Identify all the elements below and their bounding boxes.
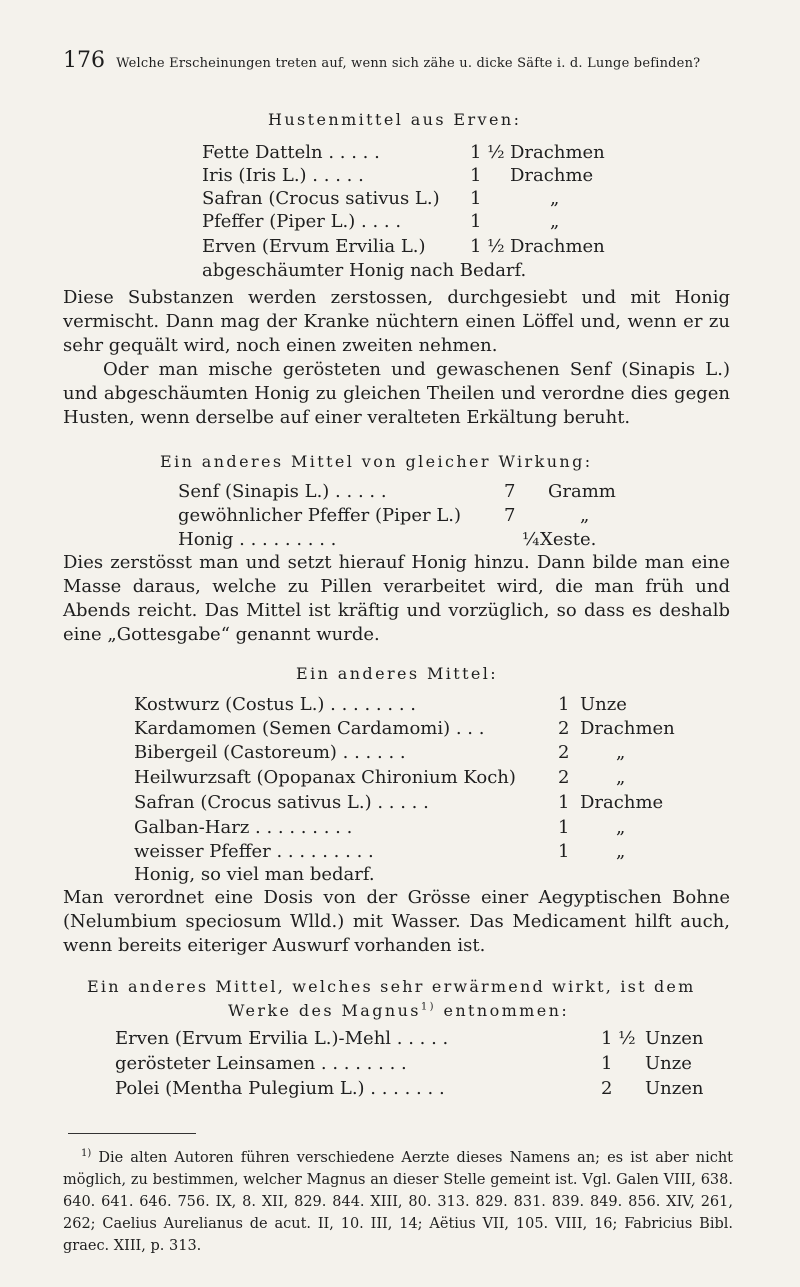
ingredient-qty: 1 (470, 188, 482, 209)
ingredient-name: Bibergeil (Castoreum) . . . . . . (134, 742, 406, 763)
ingredient-qty: 1 (558, 792, 570, 813)
ingredient-name: Kardamomen (Semen Cardamomi) . . . (134, 718, 485, 739)
footnote (63, 1143, 733, 1257)
ingredient-name: weisser Pfeffer . . . . . . . . . (134, 841, 374, 862)
ingredient-name: gewöhnlicher Pfeffer (Piper L.) (178, 505, 462, 526)
footnote-rule (68, 1133, 196, 1134)
ingredient-unit: „ (550, 188, 560, 209)
ingredient-unit: Xeste. (540, 529, 597, 550)
ingredient-unit: Unze (645, 1053, 692, 1074)
paragraph: Oder man mische gerösteten und gewaschenen Senf (Sinapis L.) und abgeschäumten Honig zu gleichen Theilen und verordne dies gegen Husten, wenn derselbe auf einer veralteten Erkältung beruht. (63, 359, 730, 428)
ingredient-qty: 1 ½ (470, 142, 505, 163)
paragraph: Diese Substanzen werden zerstossen, durchgesiebt und mit Honig vermischt. Dann mag der Kranke nüchtern einen Löffel und, wenn er zu sehr gequält wird, noch einen zweiten nehmen. (63, 287, 730, 356)
ingredient-name: Safran (Crocus sativus L.) (202, 188, 440, 209)
ingredient-qty: 1 (601, 1053, 613, 1074)
ingredient-qty: 1 (470, 165, 482, 186)
ingredient-unit: Unze (580, 694, 627, 715)
ingredient-qty: 2 (601, 1078, 613, 1099)
ingredient-qty: 2 (558, 742, 570, 763)
ingredient-name: Polei (Mentha Pulegium L.) . . . . . . . (115, 1078, 445, 1099)
section-heading: Ein anderes Mittel von gleicher Wirkung: (160, 452, 593, 471)
footnote-marker: 1) (420, 1001, 436, 1013)
section-heading: Ein anderes Mittel: (296, 664, 499, 683)
ingredient-qty: 1 (470, 211, 482, 232)
ingredient-name: Heilwurzsaft (Opopanax Chironium Koch) (134, 767, 516, 788)
ingredient-name: Erven (Ervum Ervilia L.)-Mehl . . . . . (115, 1028, 449, 1049)
ingredient-unit: „ (616, 742, 626, 763)
ingredient-unit: Drachme (580, 792, 664, 813)
ingredient-unit: „ (616, 817, 626, 838)
ingredient-unit: Drachmen (580, 718, 675, 739)
ingredient-unit: Unzen (645, 1028, 704, 1049)
ingredient-name: Senf (Sinapis L.) . . . . . (178, 481, 387, 502)
heading-text: Werke des Magnus (228, 1001, 421, 1020)
section-heading: Hustenmittel aus Erven: (268, 110, 522, 129)
ingredient-unit: Drachmen (510, 236, 605, 257)
recipe-note: abgeschäumter Honig nach Bedarf. (202, 260, 527, 281)
paragraph: Man verordnet eine Dosis von der Grösse einer Aegyptischen Bohne (Nelumbium speciosum Wlld.) mit Wasser. Das Medicament hilft auch, wenn bereits eiteriger Auswurf vorhanden ist. (63, 887, 730, 956)
section-heading: Ein anderes Mittel, welches sehr erwärmend wirkt, ist dem (87, 977, 696, 996)
recipe-note: Honig, so viel man bedarf. (134, 864, 375, 885)
page-number: 176 (63, 48, 105, 73)
ingredient-unit: „ (616, 767, 626, 788)
ingredient-qty: 7 (504, 505, 516, 526)
ingredient-unit: „ (580, 505, 590, 526)
footnote-marker: 1) (81, 1148, 92, 1159)
ingredient-qty: 2 (558, 767, 570, 788)
ingredient-qty: 7 (504, 481, 516, 502)
ingredient-name: Iris (Iris L.) . . . . . (202, 165, 364, 186)
ingredient-name: Fette Datteln . . . . . (202, 142, 380, 163)
ingredient-name: gerösteter Leinsamen . . . . . . . . (115, 1053, 407, 1074)
running-title: Welche Erscheinungen treten auf, wenn sich zähe u. dicke Säfte i. d. Lunge befinden? (116, 56, 701, 71)
ingredient-name: Galban-Harz . . . . . . . . . (134, 817, 353, 838)
section-heading-line2 (228, 1001, 569, 1020)
ingredient-name: Kostwurz (Costus L.) . . . . . . . . (134, 694, 416, 715)
ingredient-unit: „ (550, 211, 560, 232)
ingredient-unit: Drachmen (510, 142, 605, 163)
ingredient-qty: 1 (558, 694, 570, 715)
ingredient-unit: Drachme (510, 165, 594, 186)
ingredient-name: Honig . . . . . . . . . (178, 529, 337, 550)
ingredient-name: Erven (Ervum Ervilia L.) (202, 236, 426, 257)
heading-text: entnommen: (435, 1001, 570, 1020)
footnote-text: Die alten Autoren führen verschiedene Aerzte dieses Namens an; es ist aber nicht möglich, zu bestimmen, welcher Magnus an dieser Stelle gemeint ist. Vgl. Galen VIII, 638. 640. 641. 646. 756. IX, 8. XII, 829. 844. XIII, 80. 313. 829. 831. 839. 849. 856. XIV, 261, 262; Caelius Aurelianus de acut. II, 10. III, 14; Aëtius VII, 105. VIII, 16; Fabricius Bibl. graec. XIII, p. 313. (63, 1149, 733, 1254)
ingredient-name: Pfeffer (Piper L.) . . . . (202, 211, 402, 232)
ingredient-unit: Gramm (548, 481, 616, 502)
paragraph: Dies zerstösst man und setzt hierauf Honig hinzu. Dann bilde man eine Masse daraus, welche zu Pillen verarbeitet wird, die man früh und Abends reicht. Das Mittel ist kräftig und vorzüglich, so dass es deshalb eine „Gottesgabe“ genannt wurde. (63, 552, 730, 645)
page-header (63, 48, 700, 73)
ingredient-qty: ¼ (522, 529, 540, 550)
ingredient-qty: 1 (558, 817, 570, 838)
ingredient-qty: 1 ½ (470, 236, 505, 257)
ingredient-name: Safran (Crocus sativus L.) . . . . . (134, 792, 429, 813)
ingredient-unit: „ (616, 841, 626, 862)
ingredient-qty: 2 (558, 718, 570, 739)
ingredient-qty: 1 ½ (601, 1028, 636, 1049)
ingredient-qty: 1 (558, 841, 570, 862)
ingredient-unit: Unzen (645, 1078, 704, 1099)
